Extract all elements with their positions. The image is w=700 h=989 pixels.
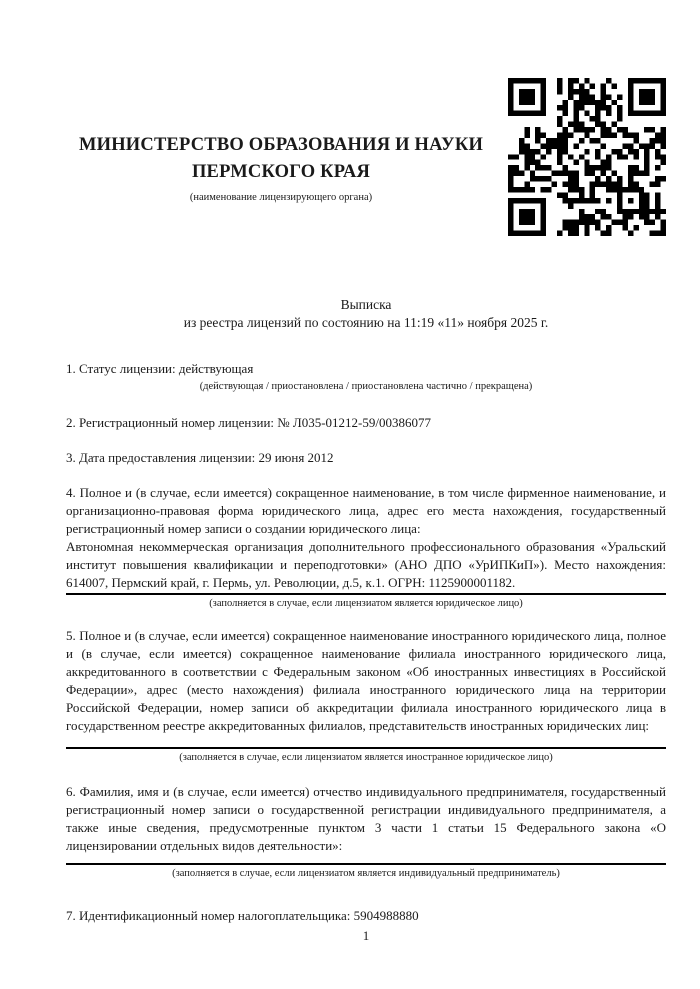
item-foreign-entity-label: 5. Полное и (в случае, если имеется) сокращенное наименование иностранного юридического лица, полное и (в случае, если имеется) сокращенное наименование филиала иностранного юридического лица, аккредитованного в соответствии с Федеральным законом «Об иностранных инвестициях в Российской Федерации», адрес (место нахождения) филиала иностранного юридического лица на территории Российской Федерации, номер записи об аккредитации филиала иностранного юридического лица в государственном реестре аккредитованных филиалов, представительств иностранных юридических лиц: bbox=[66, 628, 666, 733]
item-legal-entity-label: 4. Полное и (в случае, если имеется) сокращенное наименование, в том числе фирменное наименование, и организационно-правовая форма юридического лица, адрес его места нахождения, государственный регистрационный номер записи о создании юридического лица: bbox=[66, 485, 666, 536]
item-taxpayer-number: 7. Идентификационный номер налогоплательщика: 5904988880 bbox=[66, 908, 419, 923]
entrepreneur-blank-value bbox=[66, 855, 666, 865]
document-title-line1: Выписка bbox=[340, 297, 392, 312]
document-header bbox=[66, 78, 666, 236]
licensing-authority-block bbox=[66, 78, 496, 205]
foreign-entity-blank-value bbox=[66, 735, 666, 749]
licensing-authority-caption: (наименование лицензирующего органа) bbox=[189, 192, 373, 203]
foreign-entity-caption: (заполняется в случае, если лицензиатом является иностранное юридическое лицо) bbox=[179, 752, 553, 763]
document-title bbox=[66, 296, 666, 332]
entrepreneur-caption: (заполняется в случае, если лицензиатом является индивидуальный предприниматель) bbox=[172, 868, 560, 879]
ministry-name-line1: МИНИСТЕРСТВО ОБРАЗОВАНИЯ И НАУКИ bbox=[78, 135, 484, 155]
legal-entity-caption: (заполняется в случае, если лицензиатом является юридическое лицо) bbox=[209, 598, 523, 609]
document-title-line2: из реестра лицензий по состоянию на 11:19 «11» ноября 2025 г. bbox=[183, 315, 549, 330]
item-registration-number: 2. Регистрационный номер лицензии: № Л035-01212-59/00386077 bbox=[66, 415, 432, 430]
ministry-name-line2: ПЕРМСКОГО КРАЯ bbox=[191, 162, 371, 182]
page-number: 1 bbox=[362, 928, 370, 943]
item-entrepreneur-label: 6. Фамилия, имя и (в случае, если имеется) отчество индивидуального предпринимателя, государственный регистрационный номер записи о государственной регистрации индивидуального предпринимателя, а также иные сведения, предусмотренные пунктом 3 части 1 статьи 15 Федерального закона «О лицензировании отдельных видов деятельности»: bbox=[66, 784, 666, 853]
item-license-status: 1. Статус лицензии: действующая bbox=[66, 361, 254, 376]
item-license-grant-date: 3. Дата предоставления лицензии: 29 июня 2012 bbox=[66, 450, 334, 465]
qr-code-icon bbox=[508, 78, 666, 236]
item-legal-entity-value: Автономная некоммерческая организация дополнительного профессионального образования «Уральский институт повышения квалификации и переподготовки» (АНО ДПО «УрИПКиП»). Место нахождения: 614007, Пермский край, г. Пермь, ул. Революции, д.5, к.1. ОГРН: 1125900001182. bbox=[66, 538, 666, 595]
license-status-caption: (действующая / приостановлена / приостановлена частично / прекращена) bbox=[199, 381, 533, 392]
